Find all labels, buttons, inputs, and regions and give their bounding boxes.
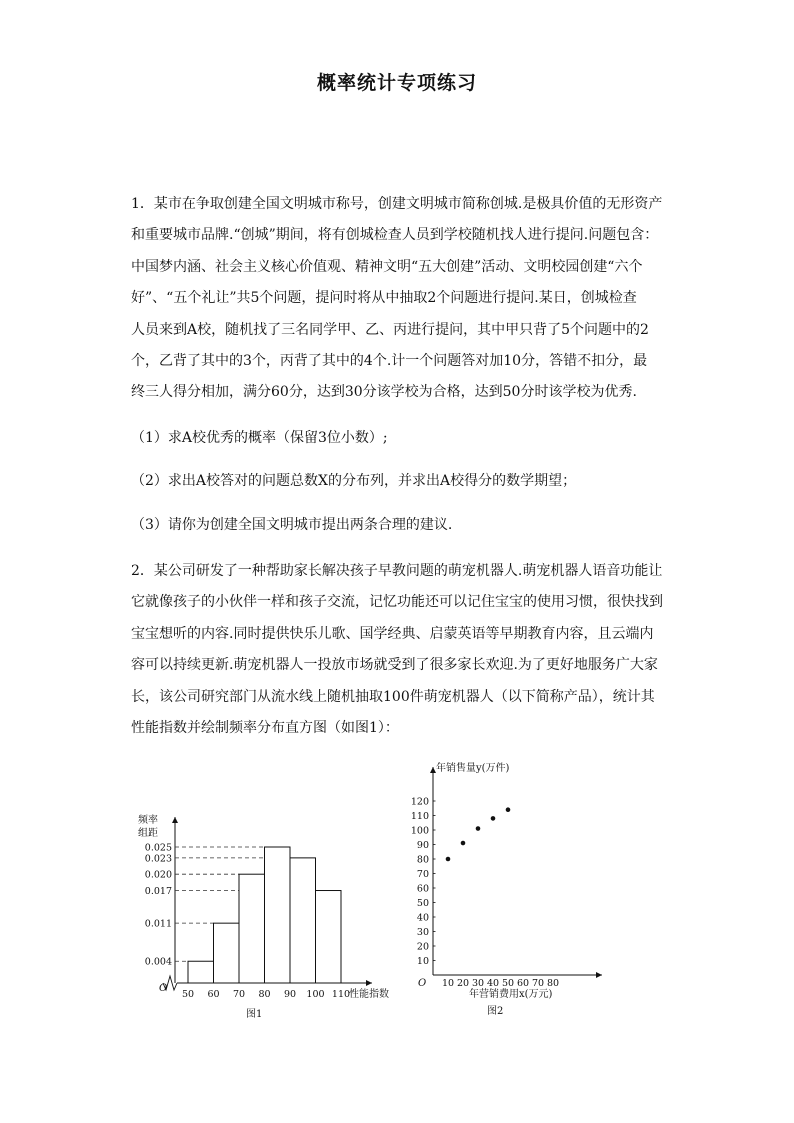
origin-label: O: [159, 983, 168, 994]
x-axis-label: 性能指数: [349, 989, 389, 1000]
scatter-point: [476, 826, 481, 831]
y-tick-label: 20: [416, 941, 429, 953]
histogram-bar: [214, 923, 240, 983]
q2-line: 2．某公司研发了一种帮助家长解决孩子早教问题的萌宠机器人.萌宠机器人语音功能让: [131, 563, 663, 579]
q1-line: 终三人得分相加，满分60分，达到30分该学校为合格，达到50分时该学校为优秀.: [131, 384, 637, 401]
x-tick-label: 30: [471, 978, 485, 989]
scatter-point: [461, 841, 466, 846]
histogram-bars: [188, 847, 341, 983]
q1-subquestion-1: （1）求A校优秀的概率（保留3位小数）;: [131, 430, 388, 446]
q2-line: 它就像孩子的小伙伴一样和孩子交流，记忆功能还可以记住宝宝的使用习惯，很快找到: [131, 594, 663, 611]
q1-line: 好”、“五个礼让”共5个问题，提问时将从中抽取2个问题进行提问.某日，创城检查: [131, 290, 637, 307]
x-tick-label: 50: [181, 989, 195, 1000]
histogram-figure-1: [130, 805, 410, 1020]
x-axis-label: 年营销费用x(万元): [469, 989, 553, 1000]
x-tick-label: 90: [283, 989, 297, 1000]
question-1-text: [131, 189, 671, 409]
y-axis-label: 年销售量y(万件): [436, 763, 510, 774]
y-tick-label: 110: [410, 811, 429, 822]
x-tick-label: 70: [232, 989, 246, 1000]
x-tick-label: 80: [258, 989, 271, 1000]
x-tick-label: 80: [546, 978, 560, 989]
q2-line: 长，该公司研究部门从流水线上随机抽取100件萌宠机器人（以下简称产品），统计其: [131, 688, 655, 705]
y-tick-label: 0.011: [144, 918, 172, 930]
y-tick-label: 50: [416, 898, 429, 909]
y-tick-label: 10: [416, 956, 429, 967]
x-tick-label: 70: [531, 978, 545, 989]
y-tick-label: 40: [416, 912, 429, 924]
histogram-bar: [188, 961, 214, 983]
figure-1-caption: 图1: [246, 1009, 263, 1020]
histogram-bar: [290, 858, 316, 983]
y-tick-label: 120: [410, 796, 429, 808]
y-axis-label-line2: 组距: [138, 828, 158, 839]
x-tick-label: 10: [441, 978, 455, 989]
x-tick-label: 100: [306, 989, 325, 1000]
figure-2-caption: 图2: [487, 1006, 504, 1017]
x-tick-label: 60: [516, 978, 530, 989]
y-tick-label: 0.023: [144, 853, 172, 865]
y-tick-label: 80: [416, 854, 429, 866]
histogram-bar: [316, 891, 342, 983]
y-tick-label: 100: [410, 825, 429, 837]
scatter-point: [491, 816, 496, 821]
question-2-text: [131, 556, 671, 744]
origin-label: O: [418, 978, 427, 989]
y-tick-label: 0.004: [144, 956, 172, 968]
q1-subquestion-3: （3）请你为创建全国文明城市提出两条合理的建议.: [131, 517, 453, 533]
histogram-bar: [265, 847, 291, 983]
x-tick-label: 20: [456, 978, 470, 989]
q1-line: 中国梦内涵、社会主义核心价值观、精神文明“五大创建”活动、文明校园创建“六个: [131, 258, 643, 275]
q2-line: 性能指数并绘制频率分布直方图（如图1）：: [131, 720, 399, 737]
y-tick-label: 70: [416, 869, 429, 880]
scatter-point: [446, 857, 451, 862]
x-tick-label: 110: [331, 989, 351, 1000]
histogram-bar: [239, 874, 265, 983]
y-tick-label: 30: [416, 927, 429, 938]
page-title: 概率统计专项练习: [316, 72, 477, 94]
q2-line: 容可以持续更新.萌宠机器人一投放市场就受到了很多家长欢迎.为了更好地服务广大家: [131, 657, 658, 674]
scatter-points: [446, 807, 511, 861]
scatter-figure-2: [405, 757, 610, 1022]
x-tick-label: 50: [501, 978, 515, 989]
x-tick-labels: [182, 989, 350, 1000]
y-tick-labels: [411, 797, 436, 968]
q1-line: 个，乙背了其中的3个，丙背了其中的4个.计一个问题答对加10分，答错不扣分，最: [131, 353, 648, 370]
q1-line: 和重要城市品牌.“创城”期间，将有创城检查人员到学校随机找人进行提问.问题包含：: [131, 227, 659, 244]
q2-line: 宝宝想听的内容.同时提供快乐儿歌、国学经典、启蒙英语等早期教育内容，且云端内: [131, 625, 654, 642]
y-tick-label: 90: [416, 840, 429, 851]
q1-line: 人员来到A校，随机找了三名同学甲、乙、丙进行提问，其中甲只背了5个问题中的2: [131, 321, 649, 338]
q1-subquestion-2: （2）求出A校答对的问题总数X的分布列，并求出A校得分的数学期望；: [131, 473, 577, 489]
y-tick-label: 0.020: [144, 869, 172, 881]
x-tick-labels: [442, 978, 559, 989]
y-axis-label-line1: 频率: [138, 815, 158, 826]
q1-line: 1．某市在争取创建全国文明城市称号，创建文明城市简称创城.是极具价值的无形资产: [131, 196, 663, 212]
x-tick-label: 60: [207, 989, 220, 1000]
y-tick-label: 0.025: [144, 842, 172, 854]
x-tick-label: 40: [486, 978, 500, 989]
y-tick-label: 60: [416, 883, 429, 895]
y-tick-label: 0.017: [144, 886, 172, 898]
y-tick-labels: [145, 843, 172, 968]
scatter-point: [506, 807, 511, 812]
